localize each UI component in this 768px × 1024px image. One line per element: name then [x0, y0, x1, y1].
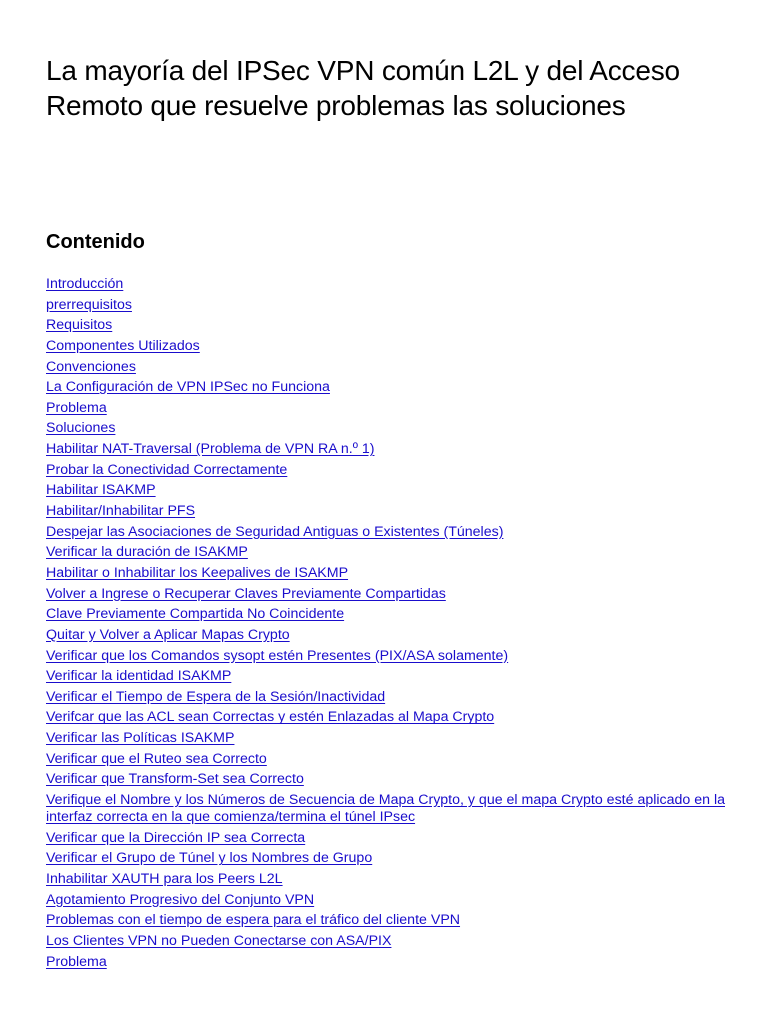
- toc-link[interactable]: Verificar la duración de ISAKMP: [46, 544, 248, 561]
- toc-item: [46, 565, 746, 582]
- toc-item: [46, 871, 746, 888]
- toc-item: [46, 482, 746, 499]
- toc-item: [46, 606, 746, 623]
- page-title: La mayoría del IPSec VPN común L2L y del Acceso Remoto que resuelve problemas las soluciones: [46, 55, 680, 121]
- toc-link[interactable]: Habilitar ISAKMP: [46, 482, 156, 499]
- toc-item: [46, 379, 746, 396]
- toc-item: [46, 648, 746, 665]
- toc-link[interactable]: Probar la Conectividad Correctamente: [46, 461, 288, 478]
- toc-item: [46, 668, 746, 685]
- toc-item: [46, 297, 746, 314]
- toc-item: [46, 771, 746, 788]
- toc-link[interactable]: Verificar el Grupo de Túnel y los Nombres de Grupo: [46, 850, 373, 867]
- toc-item: [46, 751, 746, 768]
- toc-item: [46, 954, 746, 971]
- toc-item: [46, 524, 746, 541]
- toc-item: [46, 338, 746, 355]
- toc-item: [46, 850, 746, 867]
- toc-link[interactable]: Verifique el Nombre y los Números de Secuencia de Mapa Crypto, y que el mapa Crypto esté aplicado en la interfaz correcta en la que comienza/termina el túnel IPsec: [46, 792, 725, 826]
- toc-link[interactable]: Inhabilitar XAUTH para los Peers L2L: [46, 870, 283, 887]
- toc-link[interactable]: Verificar que el Ruteo sea Correcto: [46, 750, 267, 767]
- toc-item: [46, 420, 746, 437]
- toc-item: [46, 359, 746, 376]
- toc-link[interactable]: Verificar la identidad ISAKMP: [46, 668, 232, 685]
- toc-item: [46, 317, 746, 334]
- toc-link[interactable]: Volver a Ingrese o Recuperar Claves Previamente Compartidas: [46, 585, 446, 602]
- toc-link[interactable]: Quitar y Volver a Aplicar Mapas Crypto: [46, 626, 290, 643]
- toc-link[interactable]: Introducción: [46, 276, 124, 292]
- toc-link[interactable]: Problema: [46, 953, 107, 970]
- toc-link[interactable]: Componentes Utilizados: [46, 337, 200, 354]
- toc-item: [46, 709, 746, 726]
- toc-item: [46, 276, 746, 293]
- toc-item: [46, 627, 746, 644]
- table-of-contents: [46, 276, 746, 974]
- toc-item: [46, 586, 746, 603]
- toc-link[interactable]: Problemas con el tiempo de espera para el tráfico del cliente VPN: [46, 912, 461, 929]
- toc-link[interactable]: Los Clientes VPN no Pueden Conectarse con ASA/PIX: [46, 932, 392, 949]
- toc-item: [46, 792, 746, 826]
- toc-link[interactable]: Verifcar que las ACL sean Correctas y estén Enlazadas al Mapa Crypto: [46, 709, 495, 726]
- toc-item: [46, 912, 746, 929]
- toc-link[interactable]: Despejar las Asociaciones de Seguridad Antiguas o Existentes (Túneles): [46, 523, 504, 540]
- toc-item: [46, 689, 746, 706]
- toc-item: [46, 544, 746, 561]
- toc-link[interactable]: Requisitos: [46, 317, 113, 334]
- toc-link[interactable]: Habilitar/Inhabilitar PFS: [46, 503, 196, 520]
- toc-link[interactable]: Verificar el Tiempo de Espera de la Sesión/Inactividad: [46, 688, 386, 705]
- toc-item: [46, 830, 746, 847]
- toc-link[interactable]: prerrequisitos: [46, 296, 132, 313]
- toc-item: [46, 503, 746, 520]
- toc-item: [46, 400, 746, 417]
- toc-link[interactable]: Verificar que la Dirección IP sea Correcta: [46, 829, 306, 846]
- toc-link[interactable]: Verificar que los Comandos sysopt estén Presentes (PIX/ASA solamente): [46, 647, 509, 664]
- toc-item: [46, 462, 746, 479]
- toc-link[interactable]: Clave Previamente Compartida No Coincidente: [46, 606, 345, 623]
- toc-link[interactable]: La Configuración de VPN IPSec no Funciona: [46, 379, 330, 396]
- toc-item: [46, 730, 746, 747]
- toc-item: [46, 892, 746, 909]
- toc-item: [46, 441, 746, 458]
- toc-link[interactable]: Habilitar o Inhabilitar los Keepalives de ISAKMP: [46, 564, 349, 581]
- toc-link[interactable]: Verificar que Transform-Set sea Correcto: [46, 771, 304, 788]
- toc-item: [46, 933, 746, 950]
- toc-link[interactable]: Verificar las Políticas ISAKMP: [46, 730, 235, 747]
- toc-link[interactable]: Problema: [46, 399, 107, 416]
- contents-heading: Contenido: [46, 231, 145, 253]
- toc-link[interactable]: Convenciones: [46, 358, 136, 375]
- toc-link[interactable]: Agotamiento Progresivo del Conjunto VPN: [46, 891, 315, 908]
- toc-link[interactable]: Habilitar NAT-Traversal (Problema de VPN RA n.º 1): [46, 441, 375, 458]
- toc-link[interactable]: Soluciones: [46, 420, 116, 437]
